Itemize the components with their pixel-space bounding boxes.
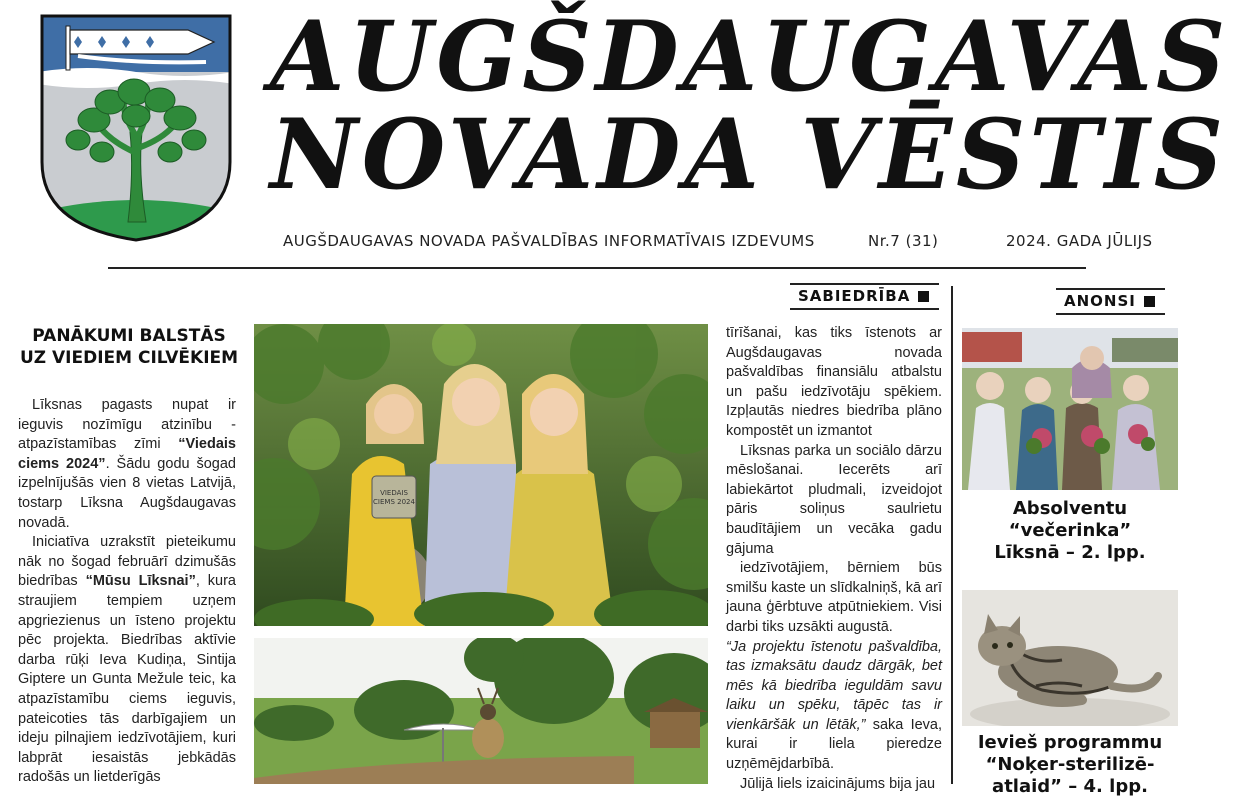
announcement-caption-1[interactable]: Absolventu “večerinka” Līksnā – 2. lpp.: [994, 498, 1146, 563]
photo-cat: [962, 590, 1178, 726]
paragraph: Iniciatīva uzrakstīt pieteikumu nāk no šogad februārī dzimušās biedrības “Mūsu Līksnai”, kura straujiem tempiem uzņem apgriezienus un īsteno projektu pēc projekta. Biedrības aktīvie darba rūķi Ieva Kudiņa, Sintija Giptere un Gunta Mežule teic, ka atpazīstamību ciems ieguvis, pateicoties tās darbīgajiem un ideju pilnajiem iedzīvotājiem, kuri labprāt iesaistās jebkādās radošās un lietderīgās: [18, 534, 236, 786]
section-label: SABIEDRĪBA: [798, 287, 911, 305]
square-bullet-icon: [918, 291, 929, 302]
announcement-caption-2[interactable]: Ievieš programmu “Noķer-sterilizē-atlaid” – 4. lpp.: [977, 732, 1163, 797]
article-headline: PANĀKUMI BALSTĀS UZ VIEDIEM CILVĒKIEM: [19, 326, 239, 368]
photo-three-women: [254, 324, 708, 626]
article-column-3: [726, 324, 942, 794]
photo-alumni-women: [962, 328, 1178, 490]
quote: “Ja projektu īstenotu pašvaldība, tas izmaksātu daudz dārgāk, bet mēs kā biedrība ieguldām savu laiku un spēku, tāpēc tas ir vienkāršāk un lētāk,”: [726, 638, 942, 733]
section-label: ANONSI: [1064, 292, 1136, 310]
paragraph: Līksnas pagasts nupat ir ieguvis nozīmīgu atzinību - atpazīstamības zīmi “Viedais ciems 2024”. Šādu godu šogad izpelnījušās vien 8 vietas Latvijā, tostarp Līksna Augšdaugavas novadā.: [18, 397, 236, 531]
column-divider: [951, 286, 953, 784]
section-head-society: [790, 283, 939, 310]
award-sign-text: VIEDAIS CIEMS 2024: [373, 489, 415, 506]
coat-of-arms: [38, 12, 234, 244]
masthead-title: [270, 0, 1230, 211]
article-column-1: [18, 396, 236, 788]
issue-date: 2024. GADA JŪLIJS: [1006, 232, 1153, 250]
paragraph: tīrīšanai, kas tiks īstenots ar Augšdaugavas novada pašvaldības finansiālu atbalstu un pašu iedzīvotāju spēkiem. Izpļautās niedres biedrība plāno kompostēt un izmantot: [726, 325, 942, 439]
paragraph: iedzīvotājiem, bērniem būs smilšu kaste un slīdkalniņš, kā arī jauna ģērbtuve atpūtniekiem. Visi darbi tiks uzsākti augustā.: [726, 560, 942, 635]
paragraph: Līksnas parka un sociālo dārzu mēslošanai. Iecerēts arī labiekārtot pludmali, izveidojot pāris soliņus saulrietu baudītājiem un vecāka gadu gājuma: [726, 442, 942, 557]
masthead-divider: [108, 267, 1086, 269]
square-bullet-icon: [1144, 296, 1155, 307]
quote-paragraph: “Ja projektu īstenotu pašvaldība, tas izmaksātu daudz dārgāk, bet mēs kā biedrība ieguldām savu laiku un spēku, tāpēc tas ir vienkāršāk un lētāk,” saka Ieva, kurai ir liela pieredze uzņēmējdarbībā.: [726, 638, 943, 773]
publication-subtitle: AUGŠDAUGAVAS NOVADA PAŠVALDĪBAS INFORMATĪVAIS IZDEVUMS: [283, 232, 815, 250]
masthead-line-2: NOVADA VĒSTIS: [270, 98, 1228, 211]
photo-garden: [254, 638, 708, 784]
paragraph: Jūlijā liels izaicinājums bija jau: [740, 775, 936, 792]
masthead-line-1: AUGŠDAUGAVAS: [270, 0, 1230, 113]
section-head-announcements: [1056, 288, 1165, 315]
issue-number: Nr.7 (31): [868, 232, 939, 250]
